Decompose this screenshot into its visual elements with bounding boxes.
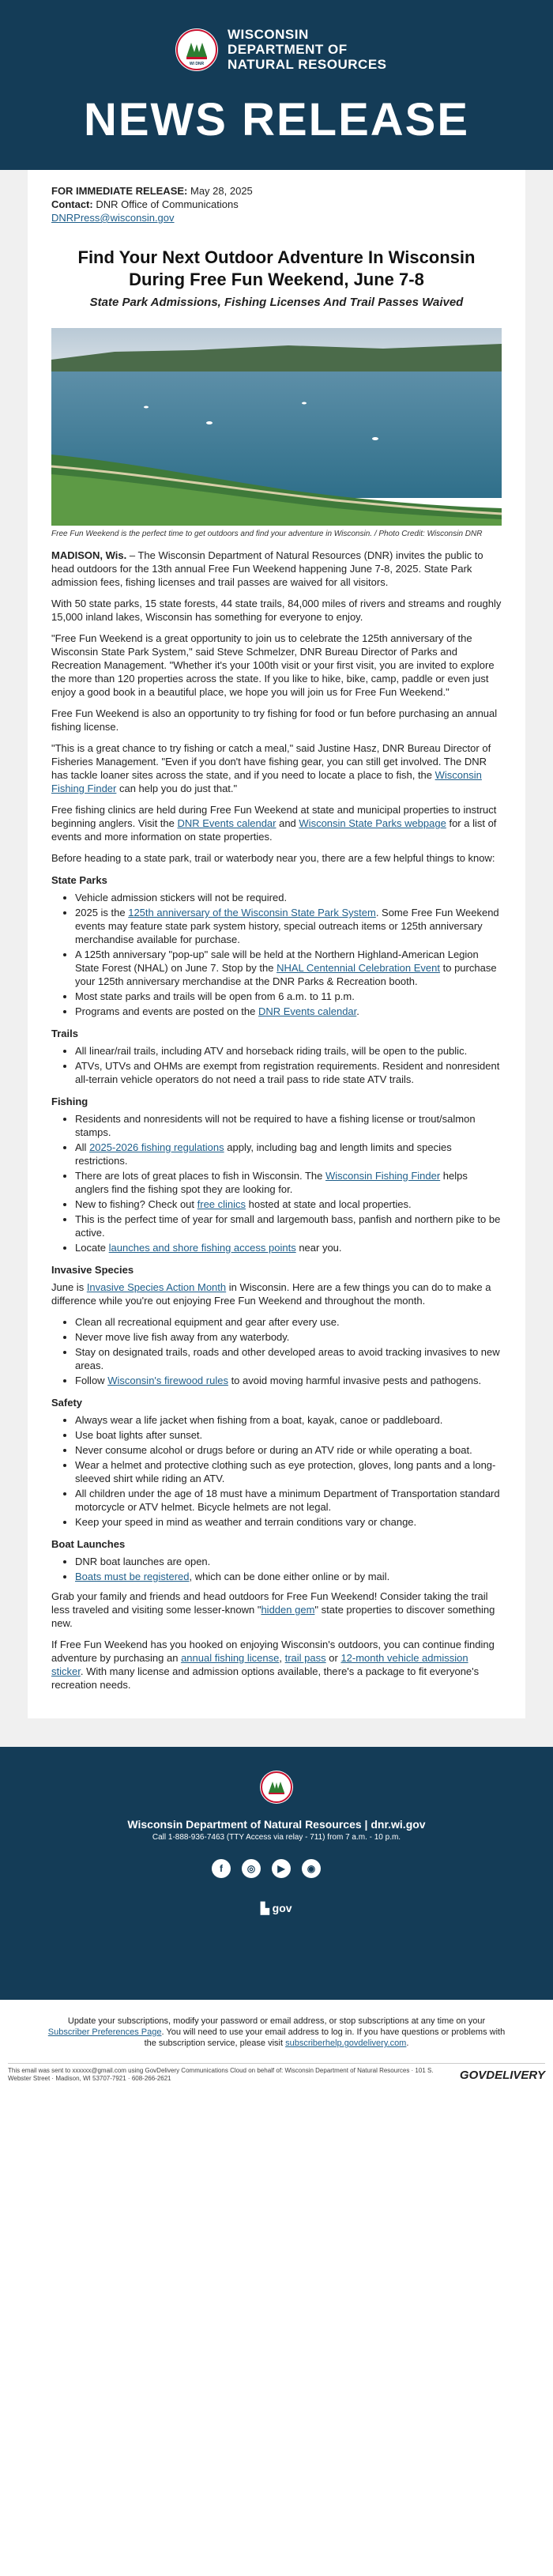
body-paragraph: If Free Fun Weekend has you hooked on enjoying Wisconsin's outdoors, you can continue finding adventure by purchasing an annual fishing license, trail pass or 12-month vehicle admission sticker. With many license and admission options available, there's a package to fit everyone's recreation needs. [51,1639,495,1691]
body-paragraph: "Free Fun Weekend is a great opportunity to join us to celebrate the 125th anniversary of the Wisconsin State Park System," said Steve Schmelzer, DNR Bureau Director of Parks and Recreation Management. "Whether it's your 100th visit or your first visit, you are invited to explore the more than 120 properties across the state. If you like to hike, bike, camp, paddle or even just enjoy a good book in a beautiful place, we hope you will join us for Free Fun Weekend." [51,632,495,698]
news-release-title: NEWS RELEASE [83,94,470,145]
body-paragraph: MADISON, Wis. – The Wisconsin Department of Natural Resources (DNR) invites the public to head outdoors for the 13th annual Free Fun Weekend happening June 7-8, 2025. State Park admission fees, fishing licenses and trail passes are waived for all visitors. [51,549,483,588]
list-item: • DNR boat launches are open. [75,1555,502,1568]
trail-pass-link[interactable]: trail pass [284,1652,326,1664]
photo-caption: Free Fun Weekend is the perfect time to get outdoors and find your adventure in Wisconsin. / Photo Credit: Wisconsin DNR [51,530,483,538]
events-calendar-link[interactable]: DNR Events calendar [258,1005,357,1017]
list-item: • Locate launches and shore fishing access points near you. [75,1241,502,1254]
access-points-link[interactable]: launches and shore fishing access points [108,1242,296,1254]
facebook-icon[interactable]: f [212,1859,231,1878]
list-item: • All 2025-2026 fishing regulations apply, including bag and length limits and species restrictions. [75,1141,502,1167]
headline: Find Your Next Outdoor Adventure In Wisconsin During Free Fun Weekend, June 7-8 [77,247,476,289]
section-heading-invasive: Invasive Species [51,1264,134,1276]
list-item: • Never move live fish away from any waterbody. [75,1330,502,1344]
list-item: • Stay on designated trails, roads and other developed areas to avoid tracking invasives to new areas. [75,1345,502,1372]
subscriber-preferences-link[interactable]: Subscriber Preferences Page [47,2027,162,2037]
instagram-icon[interactable]: ◎ [242,1859,261,1878]
body-paragraph: With 50 state parks, 15 state forests, 44 state trails, 84,000 miles of rivers and streams and roughly 15,000 inland lakes, Wisconsin has something for everyone to enjoy. [51,598,502,623]
events-calendar-link[interactable]: DNR Events calendar [177,817,276,829]
wisconsin-state-icon: ▙ [261,1902,269,1914]
invasive-list [51,1315,502,1387]
trails-list [51,1044,502,1086]
section-heading-trails: Trails [51,1028,78,1039]
list-item: • New to fishing? Check out free clinics hosted at state and local properties. [75,1197,502,1211]
hidden-gem-link[interactable]: hidden gem [261,1604,315,1616]
footer-contact: Call 1-888-936-7463 (TTY Access via relay - 711) from 7 a.m. - 10 p.m. [152,1833,401,1842]
email-footer-bar [8,2063,545,2091]
wisconsin-gov-logo[interactable]: ▙ gov [261,1902,292,1914]
fishing-finder-link[interactable]: Wisconsin Fishing Finder [325,1170,441,1182]
list-item: • All linear/rail trails, including ATV and horseback riding trails, will be open to the public. [75,1044,502,1058]
org-name: WISCONSIN DEPARTMENT OF NATURAL RESOURCES [228,27,387,72]
footer [0,1747,553,2000]
list-item: • Keep your speed in mind as weather and terrain conditions vary or change. [75,1515,502,1529]
state-parks-list [51,891,502,1018]
fishing-list [51,1112,502,1254]
subscriber-help-link[interactable]: subscriberhelp.govdelivery.com [285,2039,407,2048]
subscription-notice: Update your subscriptions, modify your password or email address, or stop subscriptions at any time on your Subscriber Preferences Page. You will need to use your email address to log in. If you have questions or problems with the subscription service, please visit subscriberhelp.govdelivery.com. [47,2016,506,2048]
dnr-logo-icon [260,1771,293,1804]
free-clinics-link[interactable]: free clinics [197,1198,246,1210]
fishing-regulations-link[interactable]: 2025-2026 fishing regulations [89,1141,224,1153]
safety-list [51,1413,502,1529]
list-item: • Most state parks and trails will be open from 6 a.m. to 11 p.m. [75,990,502,1003]
list-item: • A 125th anniversary "pop-up" sale will be held at the Northern Highland-American Legion State Forest (NHAL) on June 7. Stop by the NHAL Centennial Celebration Event to purchase your 125th anniversary merchandise at the DNR Parks & Recreation booth. [75,948,502,988]
section-heading-safety: Safety [51,1397,83,1409]
list-item: • There are lots of great places to fish in Wisconsin. The Wisconsin Fishing Finder helps anglers find the fishing spot they are looking for. [75,1169,502,1196]
social-links [212,1859,321,1878]
lake-photo [51,328,502,526]
footer-org-name: Wisconsin Department of Natural Resources | dnr.wi.gov [127,1818,426,1831]
content-wrapper [0,170,553,1747]
svg-text:WI DNR: WI DNR [189,61,205,66]
header-banner [0,0,553,170]
state-parks-webpage-link[interactable]: Wisconsin State Parks webpage [299,817,446,829]
list-item: • 2025 is the 125th anniversary of the Wisconsin State Park System. Some Free Fun Weekend events may feature state park system history, special outreach items or 125th anniversary merchandise available for purchase. [75,906,502,946]
list-item: • Residents and nonresidents will not be required to have a fishing license or trout/salmon stamps. [75,1112,502,1139]
invasive-month-link[interactable]: Invasive Species Action Month [86,1281,227,1293]
org-logo-row [175,27,387,72]
youtube-icon[interactable]: ▶ [272,1859,291,1878]
body-paragraph: Free fishing clinics are held during Free Fun Weekend at state and municipal properties to instruct beginning anglers. Visit the DNR Events calendar and Wisconsin State Parks webpage for a list of events and more information on state properties. [51,804,497,843]
fishing-license-link[interactable]: annual fishing license [181,1652,280,1664]
subheadline: State Park Admissions, Fishing Licenses And Trail Passes Waived [89,296,464,309]
list-item: • Boats must be registered, which can be done either online or by mail. [75,1570,502,1583]
section-heading-boat-launches: Boat Launches [51,1538,126,1550]
fishing-finder-link[interactable]: Wisconsin Fishing Finder [51,769,482,794]
list-item: • Vehicle admission stickers will not be required. [75,891,502,904]
dnr-logo-icon [175,28,218,71]
press-email-link[interactable]: DNRPress@wisconsin.gov [51,212,175,224]
release-card [28,170,525,1718]
list-item: • Programs and events are posted on the DNR Events calendar. [75,1005,502,1018]
body-paragraph: Before heading to a state park, trail or waterbody near you, there are a few helpful things to know: [51,852,495,864]
list-item: • This is the perfect time of year for small and largemouth bass, panfish and northern pike to be active. [75,1213,502,1239]
body-paragraph: "This is a great chance to try fishing or catch a meal," said Justine Hasz, DNR Bureau Director of Fisheries Management. "Even if you don't have fishing gear, you can still get involved. The DNR has tackle loaner sites across the state, and if you need to locate a place to fish, the Wisconsin Fishing Finder can help you do just that." [51,742,491,794]
email-disclaimer: This email was sent to xxxxxx@gmail.com using GovDelivery Communications Cloud on behalf of: Wisconsin Department of Natural Resources · 101 S. Webster Street · Madison, WI 53707-7921 · 608-266-2621 [8,2067,434,2082]
nhal-event-link[interactable]: NHAL Centennial Celebration Event [276,962,440,974]
govdelivery-logo[interactable]: GOVDELIVERY [459,2069,545,2082]
release-meta: FOR IMMEDIATE RELEASE: May 28, 2025 Contact: DNR Office of Communications DNRPress@wisconsin.gov [51,185,253,224]
list-item: • All children under the age of 18 must have a minimum Department of Transportation standard motorcycle or ATV helmet. Bicycle helmets are not legal. [75,1487,502,1514]
body-paragraph: Grab your family and friends and head outdoors for Free Fun Weekend! Consider taking the trail less traveled and visiting some lesser-known "hidden gem" state properties to discover something new. [51,1590,495,1629]
vehicle-sticker-link[interactable]: 12-month vehicle admission sticker [51,1652,468,1677]
list-item: • Clean all recreational equipment and gear after every use. [75,1315,502,1329]
list-item: • Follow Wisconsin's firewood rules to avoid moving harmful invasive pests and pathogens. [75,1374,502,1387]
list-item: • Use boat lights after sunset. [75,1428,502,1442]
podcast-icon[interactable]: ◉ [302,1859,321,1878]
list-item: • Never consume alcohol or drugs before or during an ATV ride or while operating a boat. [75,1443,502,1457]
body-paragraph: June is Invasive Species Action Month in Wisconsin. Here are a few things you can do to make a difference while you're out enjoying Free Fun Weekend and throughout the month. [51,1281,491,1307]
list-item: • ATVs, UTVs and OHMs are exempt from registration requirements. Resident and nonresident all-terrain vehicle operators do not need a trail pass to ride state ATV trails. [75,1059,502,1086]
firewood-rules-link[interactable]: Wisconsin's firewood rules [107,1375,228,1386]
list-item: • Wear a helmet and protective clothing such as eye protection, gloves, long pants and a long-sleeved shirt while riding an ATV. [75,1458,502,1485]
section-heading-fishing: Fishing [51,1096,88,1107]
boat-registration-link[interactable]: Boats must be registered [75,1571,190,1582]
body-paragraph: Free Fun Weekend is also an opportunity to try fishing for food or fun before purchasing an annual fishing license. [51,707,498,733]
anniversary-link[interactable]: 125th anniversary of the Wisconsin State Park System [128,907,376,918]
section-heading-state-parks: State Parks [51,874,107,886]
list-item: • Always wear a life jacket when fishing from a boat, kayak, canoe or paddleboard. [75,1413,502,1427]
boat-list [51,1555,502,1583]
